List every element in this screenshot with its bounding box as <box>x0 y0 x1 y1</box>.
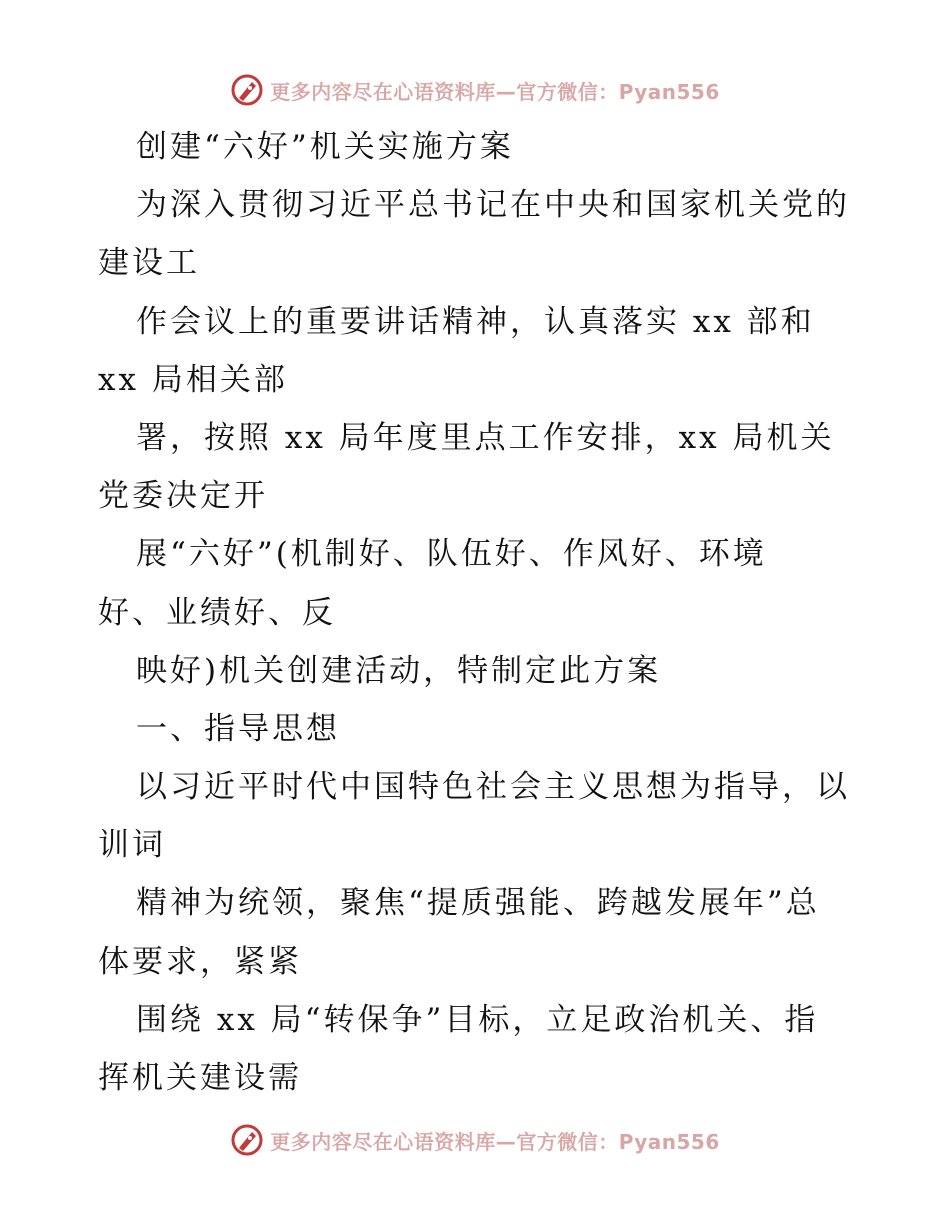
paragraph-line: 好、业绩好、反 <box>98 594 336 631</box>
pen-nib-logo-icon <box>230 73 264 107</box>
paragraph-line: 映好)机关创建活动，特制定此方案 <box>136 652 662 689</box>
header-banner-text: 更多内容尽在心语资料库—官方微信：Pyan556 <box>270 79 720 104</box>
header-banner <box>0 70 950 110</box>
pen-nib-logo-icon <box>230 1123 264 1157</box>
paragraph-line: 作会议上的重要讲话精神，认真落实 xx 部和 <box>136 303 815 340</box>
paragraph-line: 挥机关建设需 <box>98 1060 302 1096</box>
paragraph-line: 以习近平时代中国特色社会主义思想为指导，以 <box>136 769 850 806</box>
document-body <box>98 118 858 1107</box>
paragraph-line: 精神为统领，聚焦“提质强能、跨越发展年”总 <box>136 885 820 922</box>
paragraph-line: 展“六好”(机制好、队伍好、作风好、环境 <box>136 536 767 573</box>
paragraph-line: xx 局相关部 <box>98 361 288 398</box>
document-title: 创建“六好”机关实施方案 <box>136 129 514 165</box>
paragraph-line: 围绕 xx 局“转保争”目标，立足政治机关、指 <box>136 1001 819 1038</box>
footer-banner-text: 更多内容尽在心语资料库—官方微信：Pyan556 <box>270 1129 720 1154</box>
footer-banner <box>0 1120 950 1160</box>
paragraph-line: 建设工 <box>98 245 200 282</box>
paragraph-line: 署，按照 xx 局年度里点工作安排，xx 局机关 <box>136 419 835 456</box>
paragraph-line: 为深入贯彻习近平总书记在中央和国家机关党的 <box>136 187 850 224</box>
paragraph-line: 训词 <box>98 827 166 864</box>
paragraph-line: 党委决定开 <box>98 478 268 515</box>
paragraph-line: 体要求，紧紧 <box>98 943 302 980</box>
section-heading: 一、指导思想 <box>136 710 340 747</box>
